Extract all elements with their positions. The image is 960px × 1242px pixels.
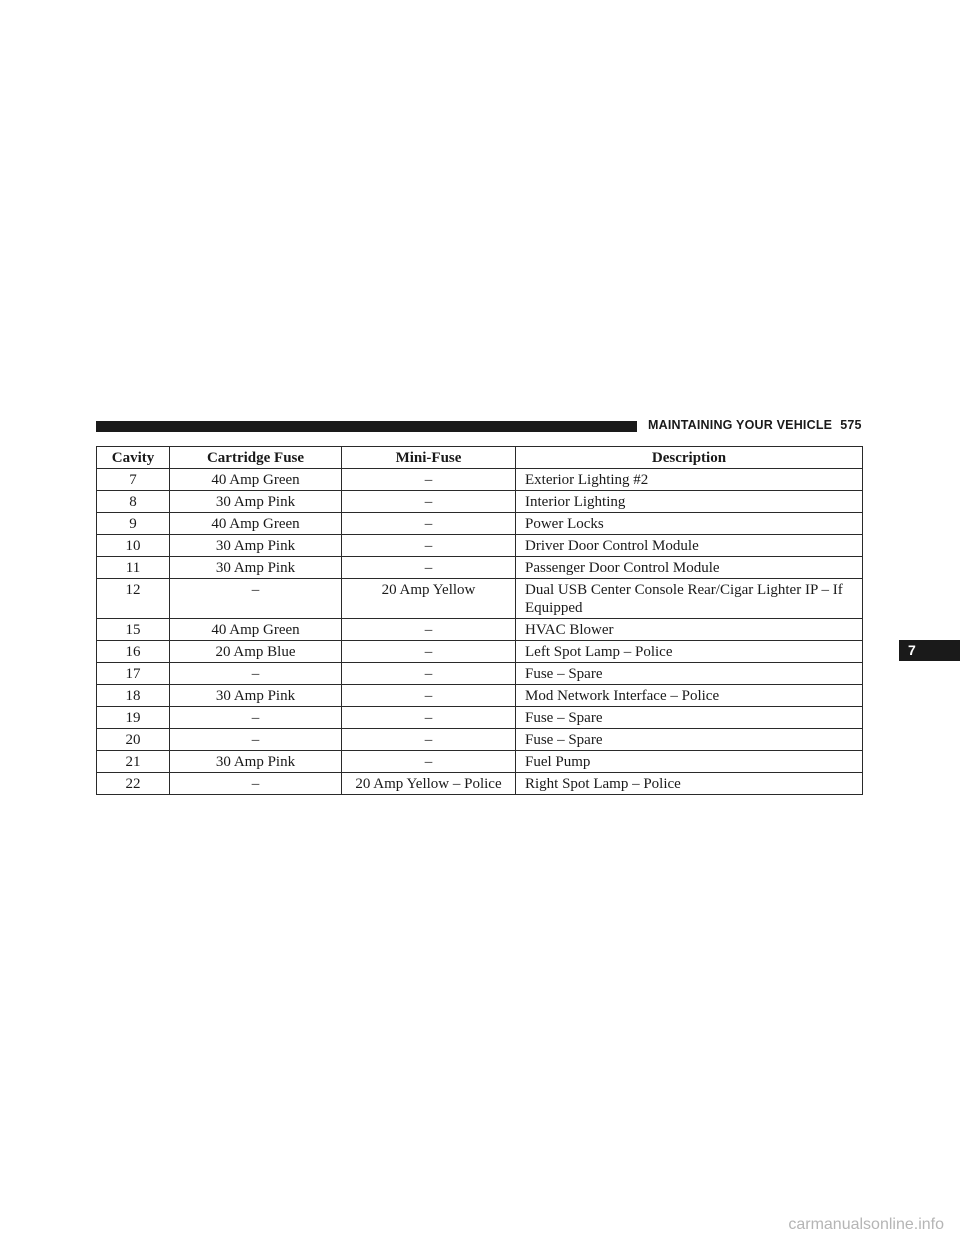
fuse-table [96, 446, 863, 795]
table-row [97, 619, 863, 641]
cell-cavity: 18 [97, 685, 170, 707]
cell-mini-fuse: – [342, 557, 516, 579]
cell-description: Fuel Pump [516, 751, 863, 773]
cell-cartridge-fuse: – [170, 579, 342, 619]
cell-cartridge-fuse: 30 Amp Pink [170, 491, 342, 513]
table-row [97, 773, 863, 795]
cell-description: Fuse – Spare [516, 707, 863, 729]
cell-cartridge-fuse: 30 Amp Pink [170, 751, 342, 773]
cell-cavity: 10 [97, 535, 170, 557]
cell-mini-fuse: 20 Amp Yellow – Police [342, 773, 516, 795]
table-row [97, 641, 863, 663]
cell-mini-fuse: – [342, 491, 516, 513]
table-row [97, 685, 863, 707]
table-row [97, 729, 863, 751]
cell-cavity: 8 [97, 491, 170, 513]
column-header-mini-fuse: Mini-Fuse [342, 447, 516, 469]
cell-description: Passenger Door Control Module [516, 557, 863, 579]
cell-mini-fuse: – [342, 751, 516, 773]
cell-mini-fuse: – [342, 663, 516, 685]
table-row [97, 535, 863, 557]
cell-cartridge-fuse: 30 Amp Pink [170, 557, 342, 579]
cell-description: Exterior Lighting #2 [516, 469, 863, 491]
cell-description: Fuse – Spare [516, 663, 863, 685]
cell-mini-fuse: – [342, 535, 516, 557]
column-header-cartridge-fuse: Cartridge Fuse [170, 447, 342, 469]
cell-cavity: 16 [97, 641, 170, 663]
cell-description: Driver Door Control Module [516, 535, 863, 557]
table-row [97, 707, 863, 729]
cell-cartridge-fuse: 40 Amp Green [170, 513, 342, 535]
running-header [648, 418, 862, 432]
cell-cavity: 7 [97, 469, 170, 491]
table-body [97, 469, 863, 795]
cell-mini-fuse: – [342, 469, 516, 491]
cell-mini-fuse: – [342, 513, 516, 535]
cell-cartridge-fuse: – [170, 663, 342, 685]
cell-description: Interior Lighting [516, 491, 863, 513]
cell-description: Left Spot Lamp – Police [516, 641, 863, 663]
cell-cartridge-fuse: 30 Amp Pink [170, 685, 342, 707]
cell-cartridge-fuse: 30 Amp Pink [170, 535, 342, 557]
cell-mini-fuse: – [342, 685, 516, 707]
cell-description: Dual USB Center Console Rear/Cigar Lighter IP – If Equipped [516, 579, 863, 619]
table-row [97, 663, 863, 685]
column-header-description: Description [516, 447, 863, 469]
cell-cartridge-fuse: – [170, 707, 342, 729]
section-title: MAINTAINING YOUR VEHICLE [648, 418, 833, 432]
column-header-cavity: Cavity [97, 447, 170, 469]
table-row [97, 469, 863, 491]
cell-description: Fuse – Spare [516, 729, 863, 751]
cell-mini-fuse: – [342, 729, 516, 751]
header-rule [96, 421, 637, 432]
cell-mini-fuse: – [342, 707, 516, 729]
cell-cavity: 21 [97, 751, 170, 773]
cell-mini-fuse: – [342, 619, 516, 641]
cell-mini-fuse: – [342, 641, 516, 663]
cell-mini-fuse: 20 Amp Yellow [342, 579, 516, 619]
watermark: carmanualsonline.info [788, 1216, 944, 1233]
cell-cartridge-fuse: – [170, 729, 342, 751]
table-header-row [97, 447, 863, 469]
table-row [97, 579, 863, 619]
cell-cartridge-fuse: 20 Amp Blue [170, 641, 342, 663]
cell-cavity: 12 [97, 579, 170, 619]
cell-cavity: 9 [97, 513, 170, 535]
cell-cartridge-fuse: 40 Amp Green [170, 469, 342, 491]
page-number: 575 [840, 418, 862, 432]
cell-description: HVAC Blower [516, 619, 863, 641]
cell-description: Right Spot Lamp – Police [516, 773, 863, 795]
cell-cavity: 11 [97, 557, 170, 579]
table-row [97, 751, 863, 773]
cell-description: Mod Network Interface – Police [516, 685, 863, 707]
cell-cavity: 15 [97, 619, 170, 641]
table-row [97, 557, 863, 579]
cell-cavity: 17 [97, 663, 170, 685]
cell-cavity: 19 [97, 707, 170, 729]
table-row [97, 513, 863, 535]
table-row [97, 491, 863, 513]
chapter-tab: 7 [899, 640, 960, 661]
cell-cartridge-fuse: – [170, 773, 342, 795]
cell-cartridge-fuse: 40 Amp Green [170, 619, 342, 641]
cell-description: Power Locks [516, 513, 863, 535]
cell-cavity: 20 [97, 729, 170, 751]
cell-cavity: 22 [97, 773, 170, 795]
